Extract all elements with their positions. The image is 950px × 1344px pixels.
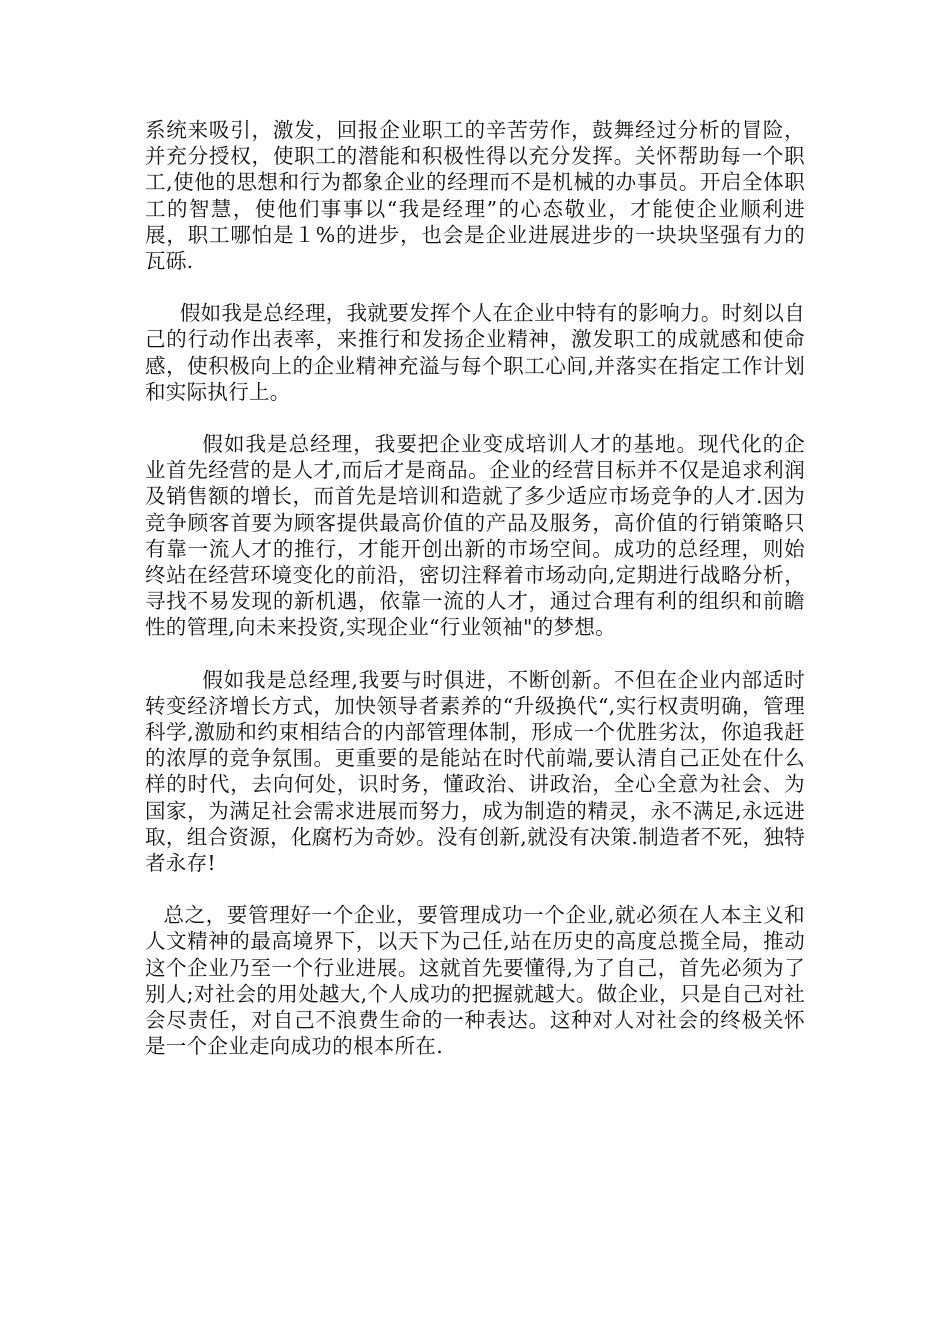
paragraph-4: 假如我是总经理,我要与时俱进，不断创新。不但在企业内部适时转变经济增长方式，加快领导者素养的“升级换代“,实行权责明确，管理科学,激励和约束相结合的内部管理体制，形成一个优胜劣汰，你追我赶的浓厚的竞争氛围。更重要的是能站在时代前端,要认清自己正处在什么样的时代，去向何处，识时务，懂政治、讲政治，全心全意为社会、为国家，为满足社会需求进展而努力，成为制造的精灵，永不满足,永远进取，组合资源，化腐朽为奇妙。没有创新,就没有决策.制造者不死，独特者永存! xyxy=(145,667,805,876)
paragraph-3: 假如我是总经理，我要把企业变成培训人才的基地。现代化的企业首先经营的是人才,而后才是商品。企业的经营目标并不仅是追求利润及销售额的增长，而首先是培训和造就了多少适应市场竞争的人才.因为竞争顾客首要为顾客提供最高价值的产品及服务，高价值的行销策略只有靠一流人才的推行，才能开创出新的市场空间。成功的总经理，则始终站在经营环境变化的前沿，密切注释着市场动向,定期进行战略分析，寻找不易发现的新机遇，依靠一流的人才，通过合理有利的组织和前瞻性的管理,向未来投资,实现企业“行业领袖"的梦想。 xyxy=(145,432,805,640)
document-body xyxy=(145,117,805,1086)
paragraph-1: 系统来吸引，激发，回报企业职工的辛苦劳作，鼓舞经过分析的冒险，并充分授权，使职工的潜能和积极性得以充分发挥。关怀帮助每一个职工,使他的思想和行为都象企业的经理而不是机械的办事员。开启全体职工的智慧，使他们事事以“我是经理”的心态敬业，才能使企业顺利进展，职工哪怕是１%的进步，也会是企业进展进步的一块块坚强有力的瓦砾. xyxy=(145,118,805,274)
paragraph-5: 总之，要管理好一个企业，要管理成功一个企业,就必须在人本主义和人文精神的最高境界下，以天下为己任,站在历史的高度总揽全局，推动这个企业乃至一个行业进展。这就首先要懂得,为了自己，首先必须为了别人;对社会的用处越大,个人成功的把握就越大。做企业，只是自己对社会尽责任，对自己不浪费生命的一种表达。这种对人对社会的终极关怀是一个企业走向成功的根本所在. xyxy=(145,903,805,1059)
paragraph-2: 假如我是总经理，我就要发挥个人在企业中特有的影响力。时刻以自己的行动作出表率，来推行和发扬企业精神，激发职工的成就感和使命感，使积极向上的企业精神充溢与每个职工心间,并落实在指定工作计划和实际执行上。 xyxy=(145,301,805,404)
